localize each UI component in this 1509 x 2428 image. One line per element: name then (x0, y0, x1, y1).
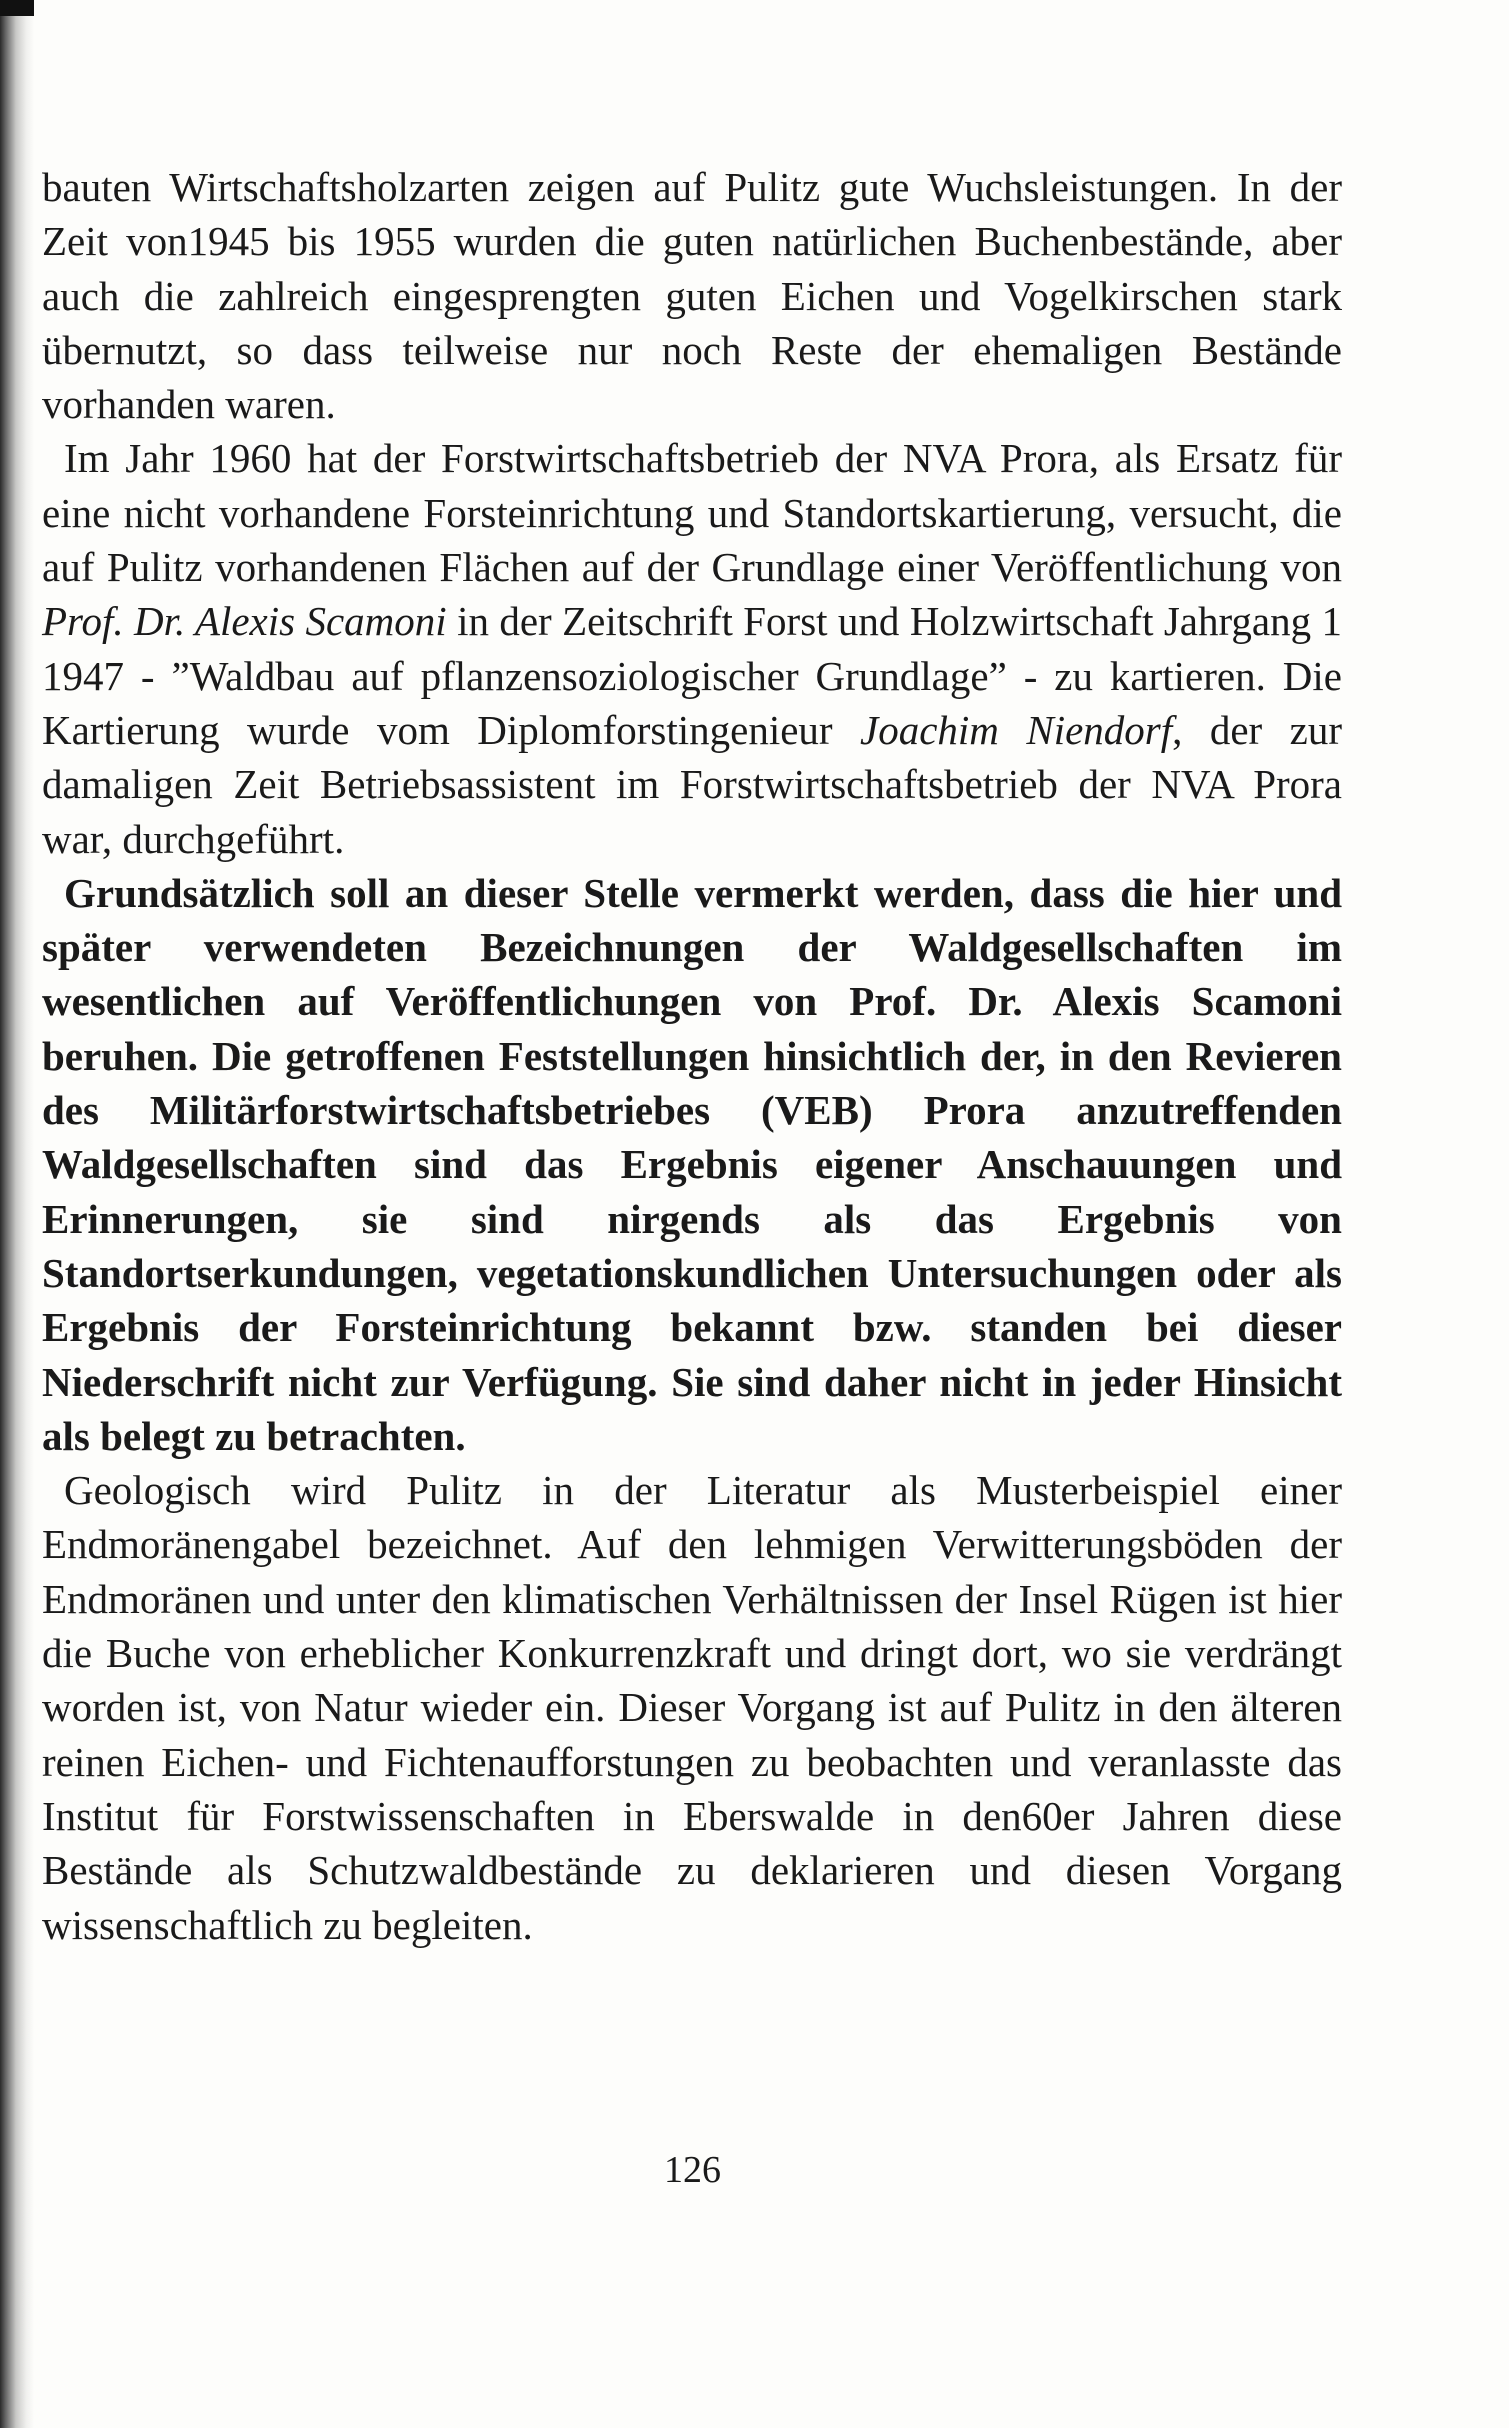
text-segment: , der zur damaligen Zeit Betriebsassistent im Forstwirtschaftsbetrieb der NVA Prora war, durchgeführt. (42, 706, 1343, 862)
author-name-italic: Joachim Niendorf (860, 706, 1173, 753)
text-segment: Geologisch wird Pulitz in der Literatur als Musterbeispiel einer Endmoränengabel bezeichnet. Auf den lehmigen Verwitterungsböden der Endmoränen und unter den klimatischen Verhältnissen der Insel Rügen ist hier die Buche von erheblicher Konkurrenzkraft und dringt dort, wo sie verdrängt worden ist, von Natur wieder ein. Dieser Vorgang ist auf Pulitz in den älteren reinen Eichen- und Fichtenaufforstungen zu beobachten und veranlasste das Institut für Forstwissenschaften in Eberswalde in den60er Jahren diese Bestände als Schutzwaldbestände zu deklarieren und diesen Vorgang wissenschaftlich zu begleiten. (42, 1467, 1342, 1948)
scan-corner (0, 0, 34, 16)
body-text (42, 160, 1342, 1952)
author-name-italic: Prof. Dr. Alexis Scamoni (42, 598, 447, 645)
scan-binding-shadow (0, 0, 34, 2428)
text-segment: Grundsätzlich soll an dieser Stelle vermerkt werden, dass die hier und später verwendeten Bezeichnungen der Waldgesellschaften im wesentlichen auf Veröffentlichungen von Prof. Dr. Alexis Scamoni beruhen. Die getroffenen Feststellungen hinsichtlich der, in den Revieren des Militärforstwirtschaftsbetriebes (VEB) Prora anzutreffenden Waldgesellschaften sind das Ergebnis eigener Anschauungen und Erinnerungen, sie sind nirgends als das Ergebnis von Standortserkundungen, vegetationskundlichen Untersuchungen oder als Ergebnis der Forsteinrichtung bekannt bzw. standen bei dieser Niederschrift nicht zur Verfügung. Sie sind daher nicht in jeder Hinsicht als belegt zu betrachten. (42, 869, 1342, 1459)
paragraph (42, 1463, 1342, 1952)
page-number: 126 (664, 2149, 721, 2191)
text-segment: Im Jahr 1960 hat der Forstwirtschaftsbetrieb der NVA Prora, als Ersatz für eine nicht vorhandene Forsteinrichtung und Standortskartierung, versucht, die auf Pulitz vorhandenen Flächen auf der Grundlage einer Veröffentlichung von (42, 435, 1342, 591)
paragraph (42, 160, 1342, 431)
bold-paragraph (42, 866, 1342, 1463)
paragraph (42, 431, 1342, 865)
text-segment: bauten Wirtschaftsholzarten zeigen auf Pulitz gute Wuchsleistungen. In der Zeit von1945 bis 1955 wurden die guten natürlichen Buchenbestände, aber auch die zahlreich eingesprengten guten Eichen und Vogelkirschen stark übernutzt, so dass teilweise nur noch Reste der ehemaligen Bestände vorhanden waren. (42, 164, 1342, 428)
text-segment: in der Zeitschrift Forst und Holzwirtschaft Jahrgang 1 1947 - ”Waldbau auf pflanzensoziologischer Grundlage” - zu kartieren. Die Kartierung wurde vom Diplomforstingenieur (42, 598, 1342, 753)
